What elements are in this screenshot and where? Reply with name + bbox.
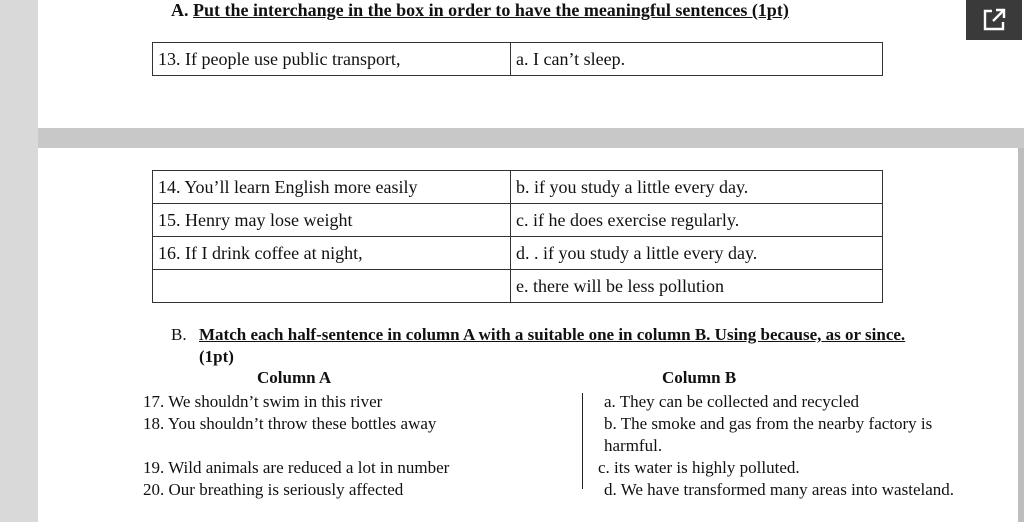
column-a-item: 20. Our breathing is seriously affected — [143, 480, 404, 499]
table-row — [153, 237, 883, 270]
table-cell: d. . if you study a little every day. — [511, 237, 883, 270]
column-b-header: Column B — [662, 368, 737, 387]
column-b-item: c. its water is highly polluted. — [598, 458, 800, 477]
table-cell: 16. If I drink coffee at night, — [153, 237, 511, 270]
column-b-item: b. The smoke and gas from the nearby factory is — [604, 414, 933, 433]
column-b-item: d. We have transformed many areas into wasteland. — [604, 480, 955, 499]
table-cell: 15. Henry may lose weight — [153, 204, 511, 237]
matching-table-bottom — [152, 170, 883, 303]
section-a-title: Put the interchange in the box in order to have the meaningful sentences (1pt) — [193, 0, 789, 20]
section-b-points: (1pt) — [199, 347, 234, 366]
page-gap — [38, 128, 1024, 148]
column-a-item: 18. You shouldn’t throw these bottles away — [143, 414, 437, 433]
section-b-title: Match each half-sentence in column A with a suitable one in column B. Using because, as or since. — [199, 325, 906, 344]
table-row — [153, 204, 883, 237]
open-external-button[interactable] — [966, 0, 1022, 40]
table-cell: 13. If people use public transport, — [153, 43, 511, 76]
open-external-icon — [981, 7, 1007, 33]
viewer-left-margin — [0, 0, 38, 522]
section-a-label: A. — [171, 0, 189, 20]
table-cell — [153, 270, 511, 303]
column-divider — [582, 393, 583, 489]
column-a-item: 17. We shouldn’t swim in this river — [143, 392, 383, 411]
matching-table-top — [152, 42, 883, 76]
table-cell: 14. You’ll learn English more easily — [153, 171, 511, 204]
table-cell: c. if he does exercise regularly. — [511, 204, 883, 237]
table-cell: e. there will be less pollution — [511, 270, 883, 303]
table-row — [153, 270, 883, 303]
table-row — [153, 171, 883, 204]
viewer-scrollbar-edge[interactable] — [1018, 148, 1024, 522]
section-a-heading — [171, 0, 789, 21]
table-row — [153, 43, 883, 76]
table-cell: b. if you study a little every day. — [511, 171, 883, 204]
section-b-heading — [171, 324, 1016, 368]
column-a-header: Column A — [257, 368, 332, 387]
section-b-label: B. — [171, 325, 187, 344]
table-cell: a. I can’t sleep. — [511, 43, 883, 76]
column-b-item: a. They can be collected and recycled — [604, 392, 860, 411]
column-b-item-continued: harmful. — [604, 436, 663, 455]
column-a-item: 19. Wild animals are reduced a lot in number — [143, 458, 450, 477]
